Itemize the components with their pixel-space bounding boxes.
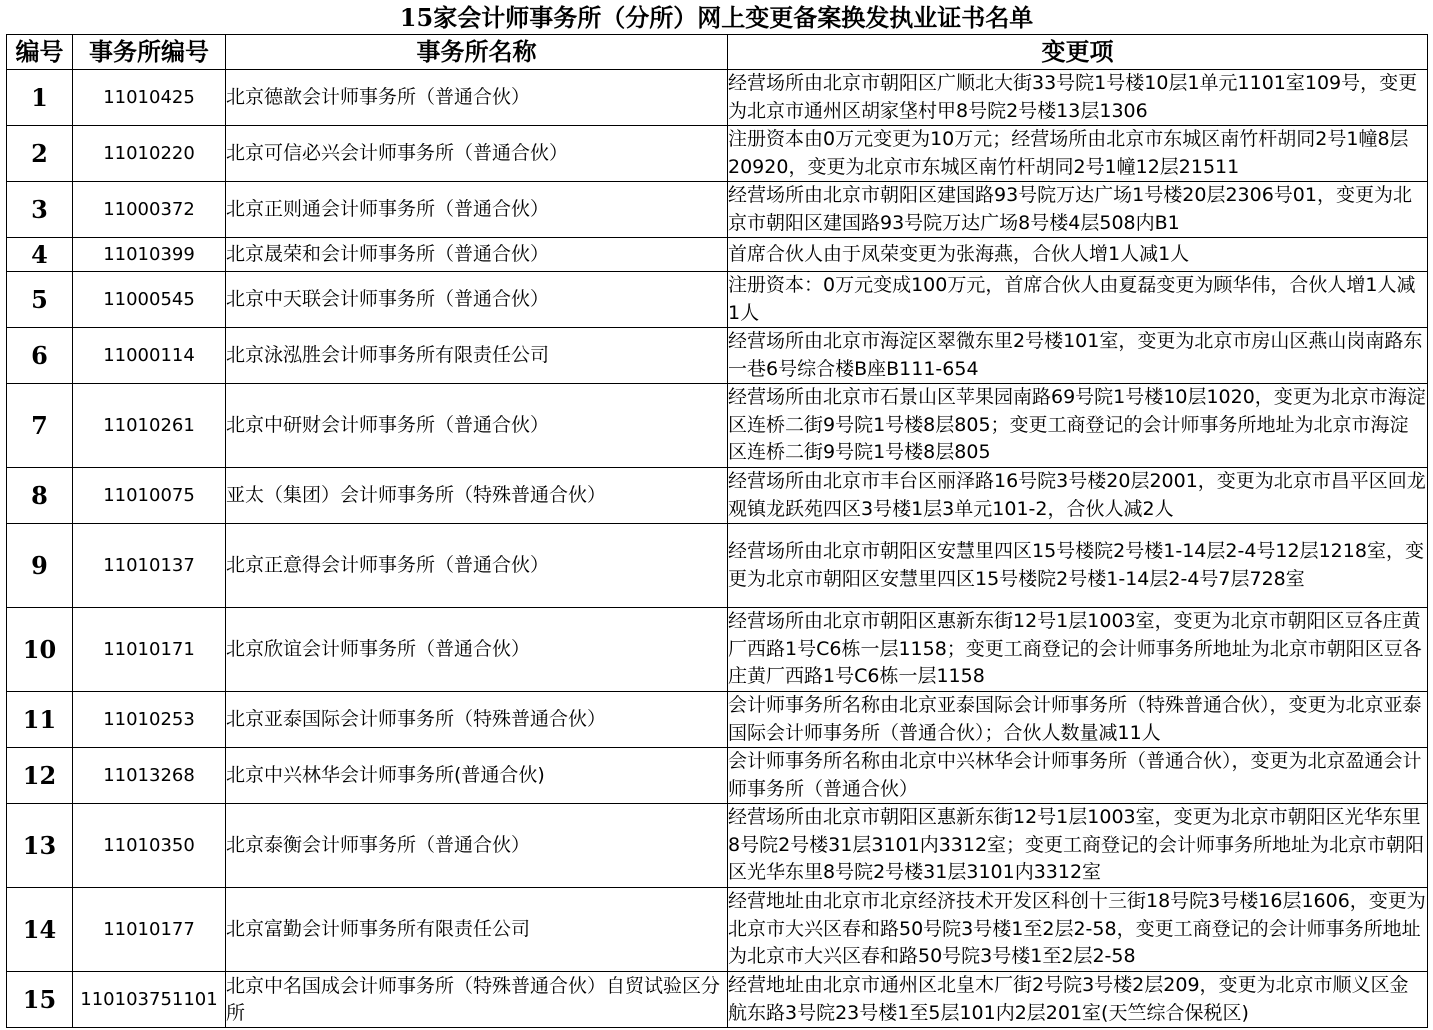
- table-row: [7, 748, 1428, 804]
- firm-name: 北京德歆会计师事务所（普通合伙）: [226, 70, 728, 126]
- row-number: 10: [7, 608, 73, 692]
- table-row: [7, 524, 1428, 608]
- table-row: [7, 804, 1428, 888]
- firm-code: 11010350: [73, 804, 226, 888]
- firm-code: 11000114: [73, 328, 226, 384]
- change-description: 注册资本由0万元变更为10万元；经营场所由北京市东城区南竹杆胡同2号1幢8层20920，变更为北京市东城区南竹杆胡同2号1幢12层21511: [728, 126, 1428, 182]
- change-description: 经营场所由北京市朝阳区安慧里四区15号楼院2号楼1-14层2-4号12层1218室，变更为北京市朝阳区安慧里四区15号楼院2号楼1-14层2-4号7层728室: [728, 524, 1428, 608]
- row-number: 9: [7, 524, 73, 608]
- row-number: 14: [7, 888, 73, 972]
- header-change: 变更项: [728, 35, 1428, 70]
- firm-code: 11010253: [73, 692, 226, 748]
- table-row: [7, 468, 1428, 524]
- table-row: [7, 182, 1428, 238]
- firm-code: 11010137: [73, 524, 226, 608]
- firm-name: 北京中名国成会计师事务所（特殊普通合伙）自贸试验区分所: [226, 972, 728, 1028]
- firm-code: 11010075: [73, 468, 226, 524]
- change-description: 经营场所由北京市海淀区翠微东里2号楼101室，变更为北京市房山区燕山岗南路东一巷6号综合楼B座B111-654: [728, 328, 1428, 384]
- table-body: [7, 70, 1428, 1028]
- firm-code: 11010171: [73, 608, 226, 692]
- firm-code: 11000545: [73, 272, 226, 328]
- change-description: 经营场所由北京市朝阳区广顺北大街33号院1号楼10层1单元1101室109号，变更为北京市通州区胡家垡村甲8号院2号楼13层1306: [728, 70, 1428, 126]
- table-row: [7, 126, 1428, 182]
- row-number: 5: [7, 272, 73, 328]
- row-number: 15: [7, 972, 73, 1028]
- table-row: [7, 70, 1428, 126]
- row-number: 1: [7, 70, 73, 126]
- row-number: 8: [7, 468, 73, 524]
- firm-name: 北京中研财会计师事务所（普通合伙）: [226, 384, 728, 468]
- firm-name: 北京正则通会计师事务所（普通合伙）: [226, 182, 728, 238]
- firm-name: 亚太（集团）会计师事务所（特殊普通合伙）: [226, 468, 728, 524]
- header-row: [7, 35, 1428, 70]
- change-description: 经营地址由北京市通州区北皇木厂街2号院3号楼2层209，变更为北京市顺义区金航东路3号院23号楼1至5层101内2层201室(天竺综合保税区): [728, 972, 1428, 1028]
- header-name: 事务所名称: [226, 35, 728, 70]
- firm-code: 11010220: [73, 126, 226, 182]
- row-number: 12: [7, 748, 73, 804]
- firm-code: 110103751101: [73, 972, 226, 1028]
- registry-table: [6, 34, 1428, 1028]
- firm-code: 11010425: [73, 70, 226, 126]
- change-description: 经营地址由北京市北京经济技术开发区科创十三街18号院3号楼16层1606，变更为北京市大兴区春和路50号院3号楼1至2层2-58，变更工商登记的会计师事务所地址为北京市大兴区春和路50号院3号楼1至2层2-58: [728, 888, 1428, 972]
- firm-code: 11010399: [73, 238, 226, 272]
- firm-name: 北京泰衡会计师事务所（普通合伙）: [226, 804, 728, 888]
- change-description: 首席合伙人由于凤荣变更为张海燕，合伙人增1人减1人: [728, 238, 1428, 272]
- change-description: 注册资本：0万元变成100万元，首席合伙人由夏磊变更为顾华伟，合伙人增1人减1人: [728, 272, 1428, 328]
- row-number: 13: [7, 804, 73, 888]
- firm-name: 北京富勤会计师事务所有限责任公司: [226, 888, 728, 972]
- table-row: [7, 888, 1428, 972]
- firm-name: 北京可信必兴会计师事务所（普通合伙）: [226, 126, 728, 182]
- firm-name: 北京中兴林华会计师事务所(普通合伙): [226, 748, 728, 804]
- table-row: [7, 328, 1428, 384]
- firm-name: 北京晟荣和会计师事务所（普通合伙）: [226, 238, 728, 272]
- firm-name: 北京欣谊会计师事务所（普通合伙）: [226, 608, 728, 692]
- table-row: [7, 272, 1428, 328]
- table-row: [7, 972, 1428, 1028]
- change-description: 经营场所由北京市朝阳区惠新东街12号1层1003室，变更为北京市朝阳区豆各庄黄厂西路1号C6栋一层1158；变更工商登记的会计师事务所地址为北京市朝阳区豆各庄黄厂西路1号C6栋一层1158: [728, 608, 1428, 692]
- change-description: 会计师事务所名称由北京中兴林华会计师事务所（普通合伙），变更为北京盈通会计师事务所（普通合伙）: [728, 748, 1428, 804]
- change-description: 经营场所由北京市丰台区丽泽路16号院3号楼20层2001，变更为北京市昌平区回龙观镇龙跃苑四区3号楼1层3单元101-2，合伙人减2人: [728, 468, 1428, 524]
- change-description: 会计师事务所名称由北京亚泰国际会计师事务所（特殊普通合伙），变更为北京亚泰国际会计师事务所（普通合伙）；合伙人数量减11人: [728, 692, 1428, 748]
- header-code: 事务所编号: [73, 35, 226, 70]
- firm-code: 11010261: [73, 384, 226, 468]
- firm-name: 北京泳泓胜会计师事务所有限责任公司: [226, 328, 728, 384]
- table-row: [7, 692, 1428, 748]
- firm-name: 北京正意得会计师事务所（普通合伙）: [226, 524, 728, 608]
- row-number: 11: [7, 692, 73, 748]
- firm-name: 北京亚泰国际会计师事务所（特殊普通合伙）: [226, 692, 728, 748]
- row-number: 2: [7, 126, 73, 182]
- change-description: 经营场所由北京市朝阳区惠新东街12号1层1003室，变更为北京市朝阳区光华东里8号院2号楼31层3101内3312室；变更工商登记的会计师事务所地址为北京市朝阳区光华东里8号院2号楼31层3101内3312室: [728, 804, 1428, 888]
- header-no: 编号: [7, 35, 73, 70]
- row-number: 6: [7, 328, 73, 384]
- firm-code: 11013268: [73, 748, 226, 804]
- row-number: 7: [7, 384, 73, 468]
- row-number: 3: [7, 182, 73, 238]
- firm-code: 11000372: [73, 182, 226, 238]
- table-row: [7, 238, 1428, 272]
- table-row: [7, 608, 1428, 692]
- firm-code: 11010177: [73, 888, 226, 972]
- row-number: 4: [7, 238, 73, 272]
- change-description: 经营场所由北京市朝阳区建国路93号院万达广场1号楼20层2306号01，变更为北京市朝阳区建国路93号院万达广场8号楼4层508内B1: [728, 182, 1428, 238]
- change-description: 经营场所由北京市石景山区苹果园南路69号院1号楼10层1020，变更为北京市海淀区连桥二街9号院1号楼8层805；变更工商登记的会计师事务所地址为北京市海淀区连桥二街9号院1号楼8层805: [728, 384, 1428, 468]
- table-row: [7, 384, 1428, 468]
- firm-name: 北京中天联会计师事务所（普通合伙）: [226, 272, 728, 328]
- page-title: 15家会计师事务所（分所）网上变更备案换发执业证书名单: [399, 3, 1034, 32]
